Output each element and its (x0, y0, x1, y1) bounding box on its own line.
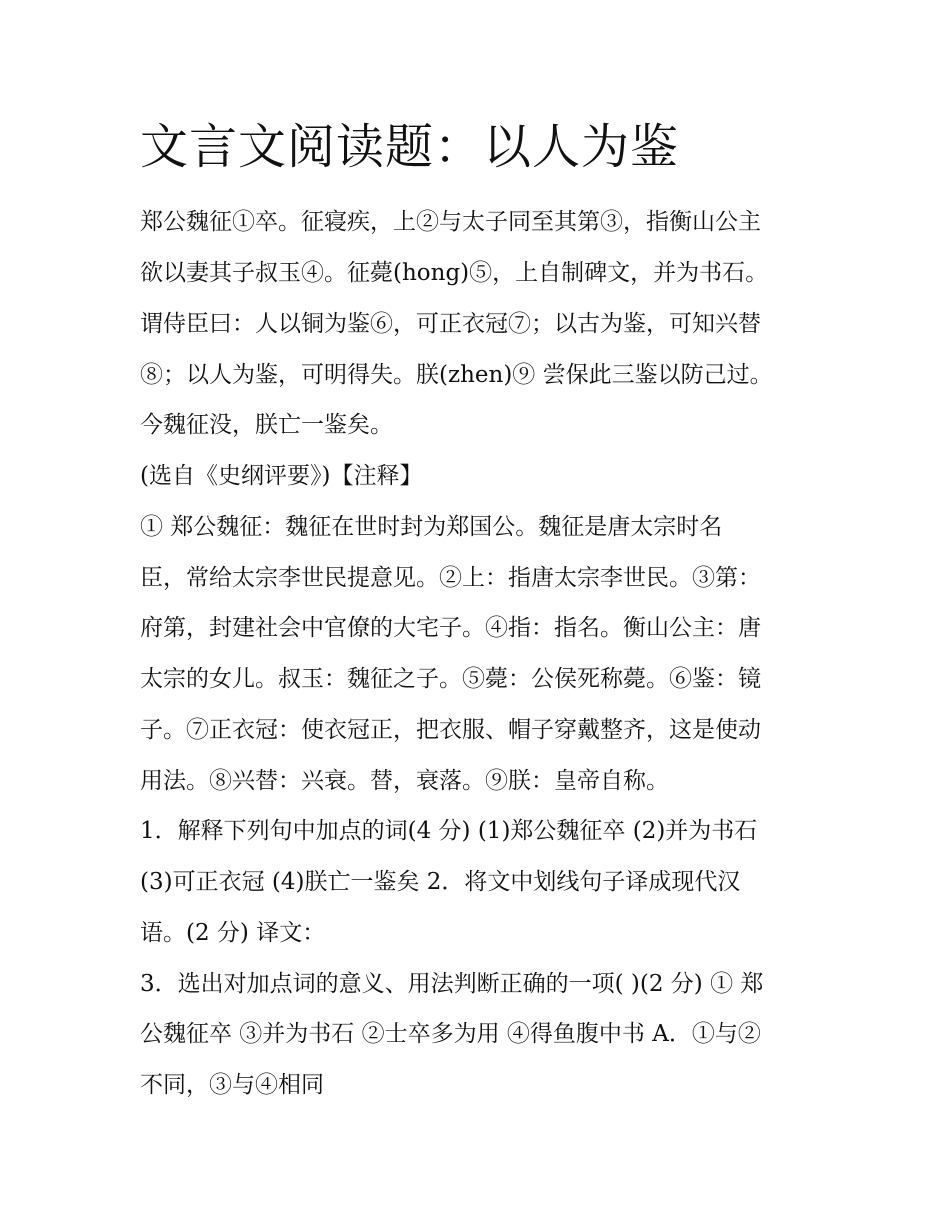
text-line: 3．选出对加点词的意义、用法判断正确的一项( )(2 分) ① 郑 (140, 971, 764, 997)
text-line: 太宗的女儿。叔玉：魏征之子。⑤薨：公侯死称薨。⑥鉴：镜 (140, 666, 761, 692)
text-line: 臣，常给太宗李世民提意见。②上：指唐太宗李世民。③第： (140, 565, 761, 591)
text-line: 欲以妻其子叔玉④。征薨(hong)⑤，上自制碑文，并为书石。 (140, 260, 769, 286)
text-line: 谓侍臣曰：人以铜为鉴⑥，可正衣冠⑦；以古为鉴，可知兴替 (140, 311, 761, 337)
text-line: 不同，③与④相同 (140, 1072, 324, 1098)
text-line: (3)可正衣冠 (4)朕亡一鉴矣 2．将文中划线句子译成现代汉 (140, 869, 741, 895)
text-line: 公魏征卒 ③并为书石 ②士卒多为用 ④得鱼腹中书 A．①与② (140, 1021, 761, 1047)
text-line: ⑧；以人为鉴，可明得失。朕(zhen)⑨ 尝保此三鉴以防己过。 (140, 362, 773, 388)
text-line: (选自《史纲评要》)【注释】 (140, 463, 423, 489)
text-line: ① 郑公魏征：魏征在世时封为郑国公。魏征是唐太宗时名 (140, 514, 723, 540)
text-line: 用法。⑧兴替：兴衰。替，衰落。⑨朕：皇帝自称。 (140, 768, 669, 794)
text-line: 府第，封建社会中官僚的大宅子。④指：指名。衡山公主：唐 (140, 615, 761, 641)
text-line: 1．解释下列句中加点的词(4 分) (1)郑公魏征卒 (2)并为书石 (140, 818, 758, 844)
document-title: 文言文阅读题：以人为鉴 (140, 119, 680, 175)
text-line: 子。⑦正衣冠：使衣冠正，把衣服、帽子穿戴整齐，这是使动 (140, 717, 761, 743)
text-line: 语。(2 分) 译文： (140, 920, 326, 946)
text-line: 郑公魏征①卒。征寝疾，上②与太子同至其第③，指衡山公主 (140, 209, 761, 235)
text-line: 今魏征没，朕亡一鉴矣。 (140, 412, 393, 438)
